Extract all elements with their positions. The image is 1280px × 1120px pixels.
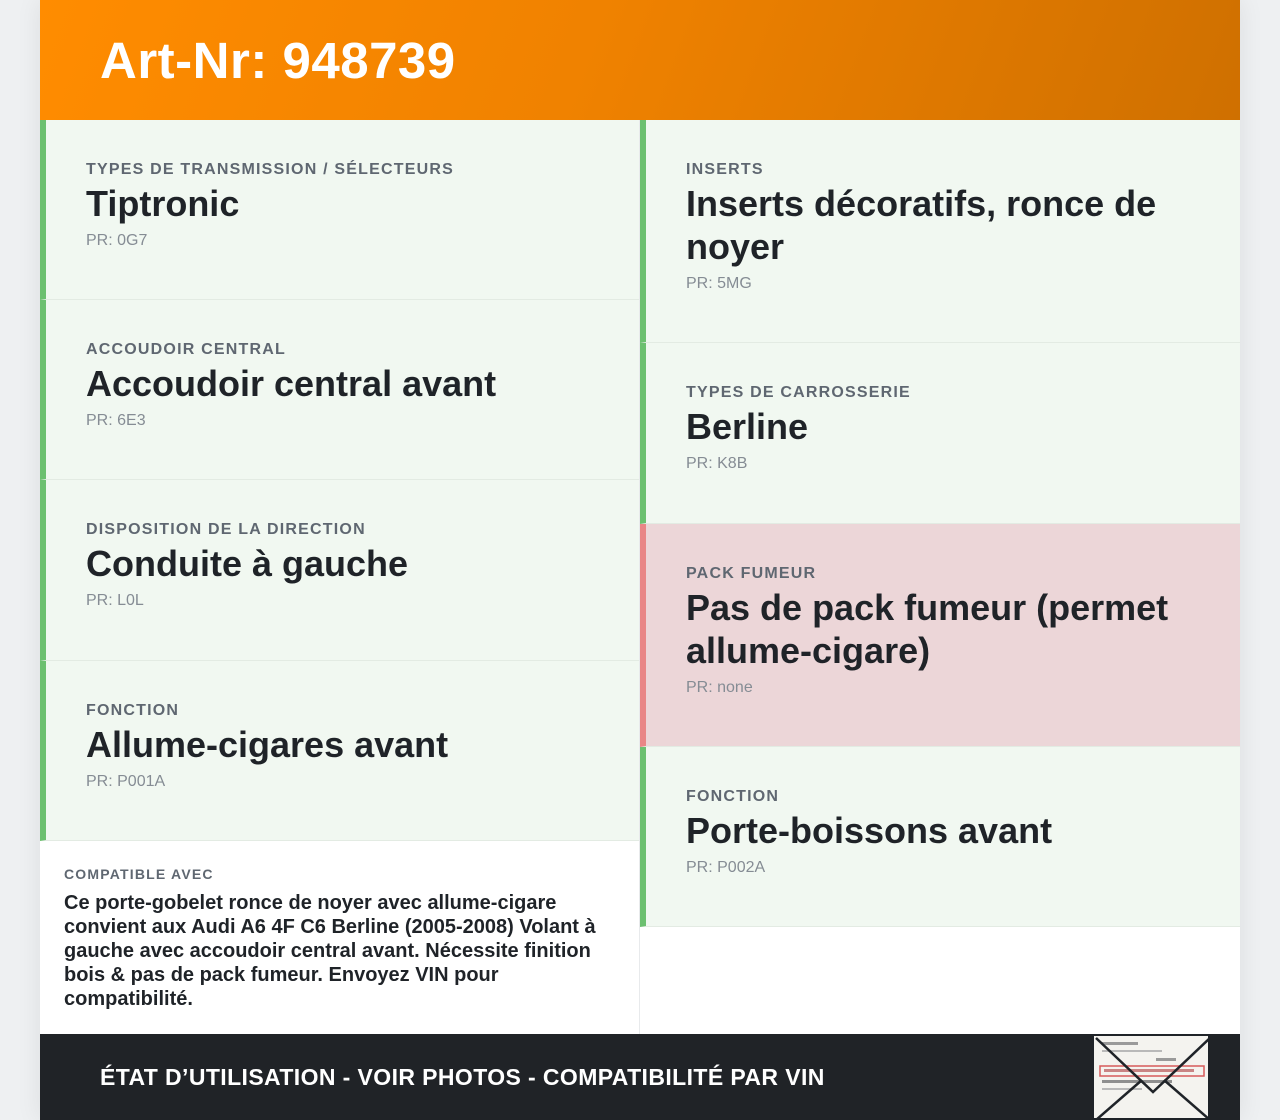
spec-pr-code: PR: 5MG (686, 275, 752, 292)
vehicle-data-sticker-envelope-icon[interactable] (1092, 1034, 1210, 1120)
spec-category: PACK FUMEUR (686, 565, 817, 582)
spec-card-function-cupholder (640, 747, 1240, 927)
compatibility-text: Ce porte-gobelet ronce de noyer avec allume-cigare convient aux Audi A6 4F C6 Berline (2005-2008) Volant à gauche avec accoudoir central avant. Nécessite finition bois & pas de pack fumeur. Envoyez VIN pour compatibilité. (64, 892, 596, 1010)
spec-value: Tiptronic (86, 183, 240, 224)
spec-value: Inserts décoratifs, ronce de noyer (686, 183, 1157, 267)
article-number-title: Art-Nr: 948739 (100, 31, 456, 89)
spec-category: DISPOSITION DE LA DIRECTION (86, 521, 366, 538)
spec-card-steering (40, 480, 639, 661)
spec-pr-code: PR: none (686, 679, 753, 696)
spec-value: Conduite à gauche (86, 543, 409, 584)
spec-card-inserts (640, 120, 1240, 343)
spec-grid (40, 120, 1240, 1034)
spec-category: FONCTION (86, 702, 180, 719)
spec-column-left (40, 120, 640, 1034)
spec-pr-code: PR: L0L (86, 592, 144, 609)
footer-bar (40, 1034, 1240, 1120)
spec-card-transmission (40, 120, 639, 300)
spec-value: Porte-boissons avant (686, 810, 1053, 851)
spec-value: Accoudoir central avant (86, 363, 497, 404)
header-bar (40, 0, 1240, 120)
spec-pr-code: PR: 0G7 (86, 232, 148, 249)
spec-value: Pas de pack fumeur (permet allume-cigare) (686, 587, 1169, 671)
spec-category: TYPES DE CARROSSERIE (686, 384, 911, 401)
product-sheet (40, 0, 1240, 1120)
compatibility-section (40, 841, 639, 1011)
spec-card-armrest (40, 300, 639, 480)
envelope-icon (1094, 1036, 1210, 1120)
condition-notice: ÉTAT D’UTILISATION - VOIR PHOTOS - COMPATIBILITÉ PAR VIN (100, 1063, 825, 1090)
spec-category: ACCOUDOIR CENTRAL (86, 341, 286, 358)
spec-card-function-lighter (40, 661, 639, 841)
compatibility-label: COMPATIBLE AVEC (64, 866, 214, 882)
spec-value: Allume-cigares avant (86, 724, 449, 765)
spec-card-smoker-pack (640, 524, 1240, 747)
spec-card-body-type (640, 343, 1240, 524)
spec-pr-code: PR: K8B (686, 455, 748, 472)
spec-pr-code: PR: P001A (86, 773, 166, 790)
spec-category: INSERTS (686, 161, 764, 178)
spec-pr-code: PR: 6E3 (86, 412, 146, 429)
spec-value: Berline (686, 406, 809, 447)
spec-category: TYPES DE TRANSMISSION / SÉLECTEURS (86, 161, 454, 178)
spec-category: FONCTION (686, 788, 780, 805)
spec-column-right (640, 120, 1240, 1034)
spec-pr-code: PR: P002A (686, 859, 766, 876)
